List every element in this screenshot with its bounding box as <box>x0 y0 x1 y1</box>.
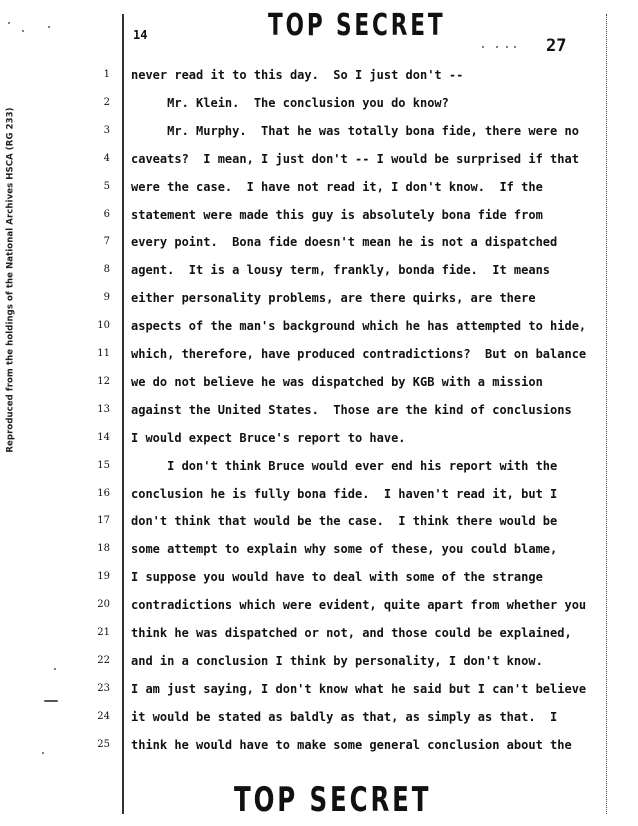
transcript-line: were the case. I have not read it, I don't know. If the <box>131 180 543 194</box>
line-number: 9 <box>103 292 110 303</box>
line-number: 2 <box>103 97 110 108</box>
transcript-line: think he would have to make some general conclusion about the <box>131 738 572 752</box>
line-number: 20 <box>97 599 110 610</box>
line-number: 19 <box>97 571 110 582</box>
scan-speck <box>22 30 24 32</box>
archive-side-note-text: Reproduced from the holdings of the National Archives HSCA (RG 233) <box>6 107 16 453</box>
line-number: 11 <box>97 348 110 359</box>
transcript-line: against the United States. Those are the kind of conclusions <box>131 403 572 417</box>
transcript-line: either personality problems, are there quirks, are there <box>131 291 536 305</box>
transcript-line: aspects of the man's background which he has attempted to hide, <box>131 319 587 333</box>
scan-speck <box>496 46 498 48</box>
line-number: 8 <box>103 264 110 275</box>
transcript-line: I suppose you would have to deal with some of the strange <box>131 570 543 584</box>
transcript-line: Mr. Murphy. That he was totally bona fide, there were no <box>131 124 579 138</box>
left-margin-rule <box>122 14 124 814</box>
line-number: 18 <box>97 543 110 554</box>
classification-stamp-bottom: TOP SECRET <box>234 780 432 820</box>
transcript-line: agent. It is a lousy term, frankly, bonda fide. It means <box>131 263 551 277</box>
page-number-left: 14 <box>133 28 148 42</box>
scan-speck <box>42 752 44 754</box>
line-number: 1 <box>103 69 110 80</box>
line-number: 7 <box>103 236 110 247</box>
scan-speck <box>8 22 10 24</box>
line-number: 25 <box>97 739 110 750</box>
scan-speck <box>44 700 58 702</box>
line-number: 24 <box>97 711 110 722</box>
classification-stamp-top: TOP SECRET <box>268 8 446 43</box>
scan-speck <box>48 26 50 28</box>
transcript-line: Mr. Klein. The conclusion you do know? <box>131 96 449 110</box>
line-number: 3 <box>103 125 110 136</box>
scan-speck <box>506 46 508 48</box>
transcript-line: and in a conclusion I think by personality, I don't know. <box>131 654 543 668</box>
transcript-line: some attempt to explain why some of these, you could blame, <box>131 542 558 556</box>
line-number: 6 <box>103 209 110 220</box>
line-number: 10 <box>97 320 110 331</box>
line-number: 14 <box>97 432 110 443</box>
line-number: 5 <box>103 181 110 192</box>
transcript-line: statement were made this guy is absolutely bona fide from <box>131 208 543 222</box>
transcript-line: never read it to this day. So I just don't -- <box>131 68 464 82</box>
line-number: 23 <box>97 683 110 694</box>
line-number: 22 <box>97 655 110 666</box>
transcript-line: think he was dispatched or not, and those could be explained, <box>131 626 572 640</box>
transcript-line: don't think that would be the case. I think there would be <box>131 514 558 528</box>
transcript-line: contradictions which were evident, quite apart from whether you <box>131 598 587 612</box>
line-number: 4 <box>103 153 110 164</box>
transcript-line: I would expect Bruce's report to have. <box>131 431 406 445</box>
line-number: 16 <box>97 488 110 499</box>
transcript-line: which, therefore, have produced contradictions? But on balance <box>131 347 587 361</box>
scan-speck <box>482 46 484 48</box>
scan-speck <box>514 46 516 48</box>
transcript-line: I am just saying, I don't know what he said but I can't believe <box>131 682 587 696</box>
transcript-line: every point. Bona fide doesn't mean he is not a dispatched <box>131 235 558 249</box>
page-number-right: 27 <box>546 36 567 56</box>
line-number: 12 <box>97 376 110 387</box>
transcript-line: I don't think Bruce would ever end his report with the <box>131 459 558 473</box>
transcript-line: it would be stated as baldly as that, as simply as that. I <box>131 710 558 724</box>
line-number: 13 <box>97 404 110 415</box>
transcript-line: conclusion he is fully bona fide. I haven't read it, but I <box>131 487 558 501</box>
line-number: 21 <box>97 627 110 638</box>
line-number: 17 <box>97 515 110 526</box>
transcript-line: caveats? I mean, I just don't -- I would be surprised if that <box>131 152 579 166</box>
archive-side-note <box>4 70 18 490</box>
line-number: 15 <box>97 460 110 471</box>
transcript-line: we do not believe he was dispatched by KGB with a mission <box>131 375 543 389</box>
right-margin-rule <box>606 14 607 814</box>
scan-speck <box>54 668 56 670</box>
